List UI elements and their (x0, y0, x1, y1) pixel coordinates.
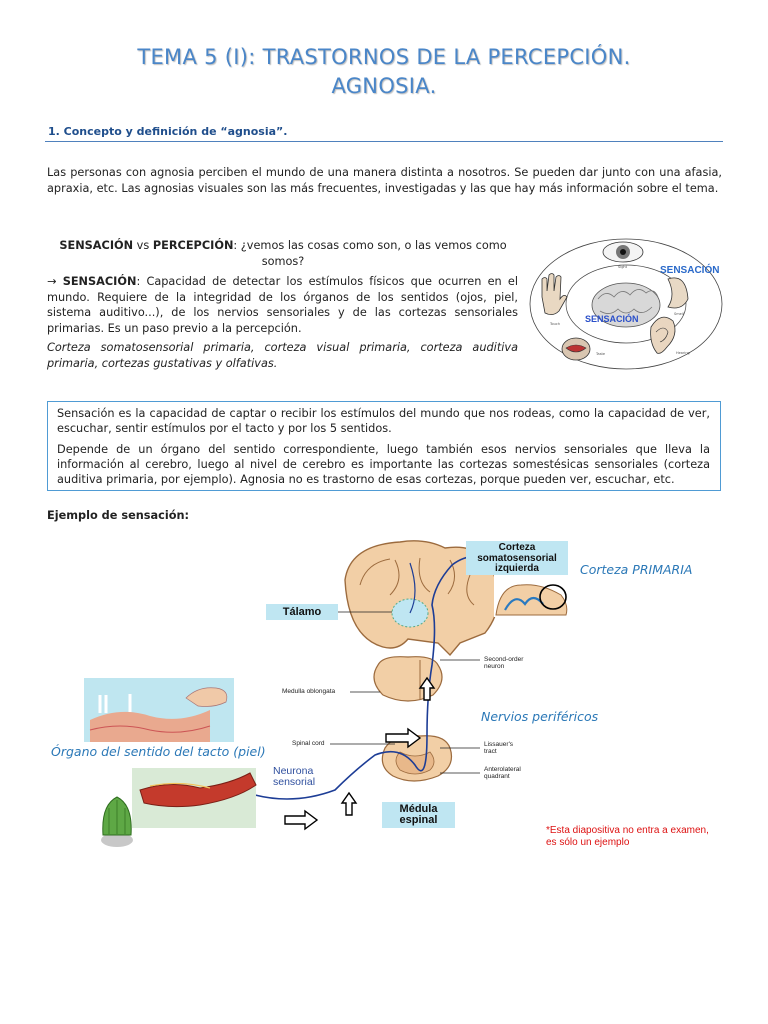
diagram-label-inner: SENSACIÓN (585, 314, 639, 324)
note-box (47, 401, 721, 491)
eye-icon (603, 242, 643, 262)
label-neurona: Neurona sensorial (273, 765, 316, 788)
definition-text: : Capacidad de detectar los estímulos físicos que ocurren en el mundo. Requiere de la integridad de los órganos de los sentidos (ojos, piel, sistema auditivo...), de los nervios sensoriales y de las cortezas sensoriales primarias. Es un paso previo a la percepción. (47, 275, 518, 335)
small-label-touch: Touch (550, 322, 561, 326)
title-line-2: AGNOSIA. (331, 74, 437, 98)
diagram-label-outer: SENSACIÓN (660, 265, 720, 276)
label-spinal-cord: Spinal cord (292, 740, 325, 747)
cortex-inset-icon (494, 575, 568, 617)
vs-text: vs (133, 239, 153, 252)
page-title (40, 43, 728, 101)
label-anterolateral: Anterolateral quadrant (484, 766, 521, 780)
label-talamo: Tálamo (266, 604, 338, 620)
section-divider (45, 141, 723, 142)
disclaimer-note: *Esta diapositiva no entra a examen, es sólo un ejemplo (546, 825, 709, 848)
note-paragraph-2: Depende de un órgano del sentido correspondiente, luego también esos nervios sensoriales que lleva la información al cerebro, luego al nivel de cerebro es importante las cortezas somestésicas sensoriales (corteza auditiva primaria, por ejemplo). Agnosia no es trastorno de esas cortezas, porque pueden ver, escuchar, etc. (57, 443, 710, 486)
small-label-taste: Taste (596, 352, 606, 356)
term-sensacion: SENSACIÓN (59, 239, 134, 252)
note-paragraph-1: Sensación es la capacidad de captar o recibir los estímulos del mundo que nos rodeas, como la capacidad de ver, escuchar, sentir estímulos por el tacto y por los 5 sentidos. (57, 407, 710, 435)
sensacion-definition (47, 274, 518, 336)
definition-term: SENSACIÓN (62, 275, 137, 288)
title-line-1: TEMA 5 (I): TRASTORNOS DE LA PERCEPCIÓN. (137, 45, 631, 69)
arrow-glyph: → (47, 275, 63, 288)
question-text: : ¿vemos las cosas como son, o las vemos como somos? (233, 239, 507, 268)
sensacion-question (47, 238, 519, 269)
arrow-right-icon-2 (285, 811, 317, 829)
arm-icon (132, 768, 256, 828)
section-heading: 1. Concepto y definición de “agnosia”. (48, 125, 288, 138)
label-nervios: Nervios periféricos (481, 709, 599, 724)
small-label-hearing: Hearing (676, 351, 690, 355)
senses-diagram (528, 237, 724, 373)
label-medulla: Medulla oblongata (282, 688, 336, 695)
arrow-up-icon-2 (342, 793, 356, 815)
label-corteza-primaria: Corteza PRIMARIA (580, 562, 693, 577)
small-label-sight: Sight (618, 265, 628, 269)
label-medula-espinal: Médula espinal (382, 802, 455, 828)
label-lissauer: Lissauer's tract (484, 741, 514, 755)
intro-paragraph: Las personas con agnosia perciben el mundo de una manera distinta a nosotros. Se pueden dar junto con una afasia, apraxia, etc. Las agnosias visuales son las más frecuentes, investigadas y las que hay más información sobre el tema. (47, 166, 722, 195)
mouth-icon (562, 338, 590, 360)
small-label-smell: Smell (674, 312, 684, 316)
cactus-icon (101, 797, 133, 847)
term-percepcion: PERCEPCIÓN (152, 239, 234, 252)
skin-layers-icon (84, 678, 234, 742)
label-organo: Órgano del sentido del tacto (piel) (51, 744, 266, 759)
example-heading: Ejemplo de sensación: (47, 509, 190, 522)
label-second-order: Second-order neuron (484, 656, 524, 670)
cortezas-list: Corteza somatosensorial primaria, corteza visual primaria, corteza auditiva primaria, cortezas gustativas y olfativas. (47, 341, 518, 370)
label-corteza-somatosensorial: Corteza somatosensorial izquierda (466, 541, 568, 575)
